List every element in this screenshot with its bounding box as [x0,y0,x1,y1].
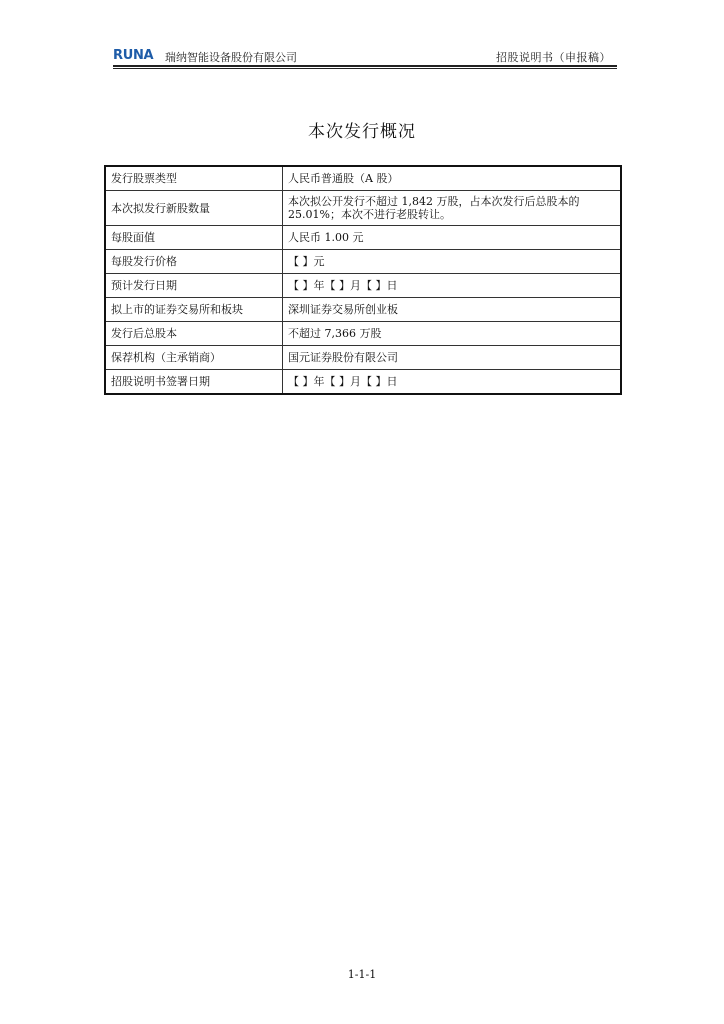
page-number: 1-1-1 [347,968,377,981]
row-label: 保荐机构（主承销商） [105,346,283,370]
document-title: 招股说明书（申报稿） [496,51,611,64]
row-label: 每股面值 [105,226,283,250]
row-value: 人民币普通股（A 股） [283,166,622,191]
row-value: 深圳证券交易所创业板 [283,298,622,322]
table-row [105,226,621,250]
row-value: 【 】元 [283,250,622,274]
table-row [105,322,621,346]
table-row [105,298,621,322]
row-label: 发行后总股本 [105,322,283,346]
company-name: 瑞纳智能设备股份有限公司 [165,51,297,64]
table-row [105,370,621,395]
row-value: 【 】年【 】月【 】日 [283,370,622,395]
row-label: 每股发行价格 [105,250,283,274]
row-label: 预计发行日期 [105,274,283,298]
header-divider [113,65,617,67]
table-row [105,166,621,191]
row-value: 国元证券股份有限公司 [283,346,622,370]
row-label: 招股说明书签署日期 [105,370,283,395]
page-title: 本次发行概况 [308,122,416,142]
row-label: 发行股票类型 [105,166,283,191]
table-row [105,250,621,274]
row-value: 人民币 1.00 元 [283,226,622,250]
page-header [113,48,617,66]
row-label: 本次拟发行新股数量 [105,191,283,226]
company-logo: RUNA [113,48,154,63]
table-row [105,346,621,370]
table-row [105,274,621,298]
header-divider-thin [113,68,617,69]
table-row [105,191,621,226]
row-label: 拟上市的证券交易所和板块 [105,298,283,322]
row-value: 【 】年【 】月【 】日 [283,274,622,298]
row-value: 本次拟公开发行不超过 1,842 万股，占本次发行后总股本的 25.01%；本次不进行老股转让。 [283,191,622,226]
row-value: 不超过 7,366 万股 [283,322,622,346]
issuance-overview-table [104,165,622,395]
